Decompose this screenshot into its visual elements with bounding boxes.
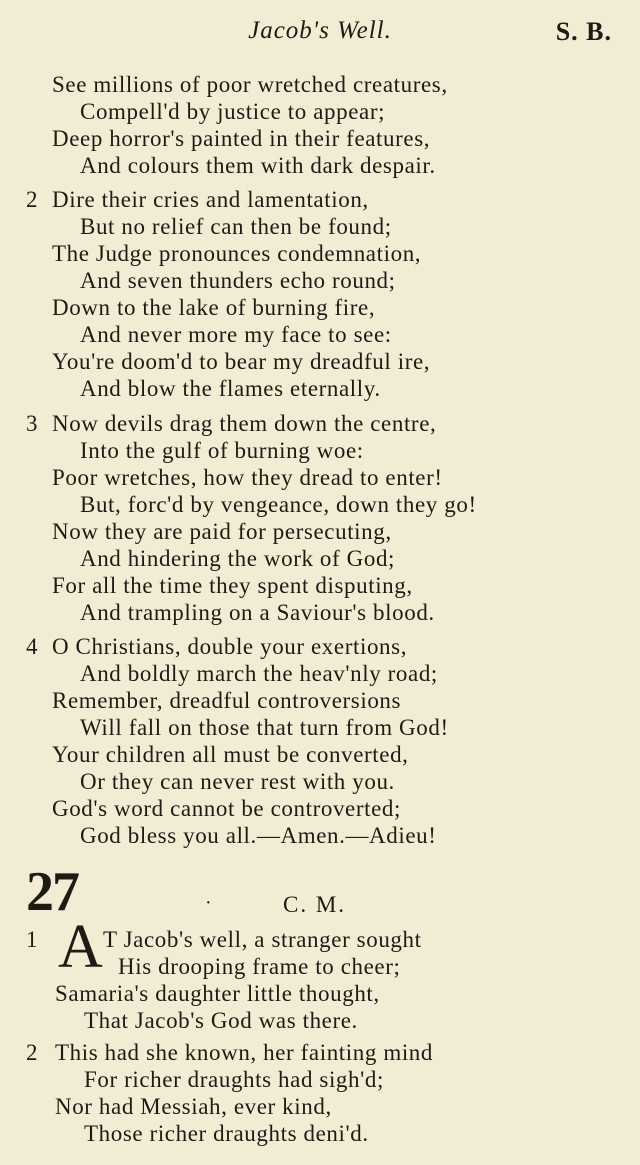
- stanza-number: 4: [26, 634, 38, 659]
- heading-separator: ·: [205, 892, 212, 914]
- verse-line: And colours them with dark despair.: [80, 153, 436, 178]
- verse-line: You're doom'd to bear my dreadful ire,: [52, 349, 431, 374]
- hymn-number: 27: [26, 861, 78, 923]
- verse-line: Your children all must be converted,: [52, 742, 409, 767]
- verse-line: This had she known, her fainting mind: [55, 1040, 434, 1065]
- verse-line: Will fall on those that turn from God!: [80, 715, 449, 740]
- stanza-number: 2: [26, 1040, 38, 1065]
- verse-line: And trampling on a Saviour's blood.: [80, 600, 435, 625]
- verse-line: Now devils drag them down the centre,: [52, 411, 437, 436]
- verse-line: That Jacob's God was there.: [84, 1008, 358, 1033]
- verse-line: Remember, dreadful controversions: [52, 688, 402, 713]
- running-title: Jacob's Well.: [248, 17, 392, 44]
- verse-line: Compell'd by justice to appear;: [80, 99, 386, 124]
- verse-line: Now they are paid for persecuting,: [52, 519, 392, 544]
- drop-cap: A: [58, 913, 103, 981]
- verse-line: Down to the lake of burning fire,: [52, 295, 376, 320]
- verse-line: For all the time they spent disputing,: [52, 573, 413, 598]
- verse-line: Those richer draughts deni'd.: [84, 1121, 369, 1146]
- verse-line: See millions of poor wretched creatures,: [52, 72, 448, 97]
- verse-line: Samaria's daughter little thought,: [55, 981, 380, 1006]
- verse-line: And seven thunders echo round;: [80, 268, 396, 293]
- verse-line: And never more my face to see:: [80, 322, 392, 347]
- section-mark: S. B.: [555, 17, 612, 46]
- verse-line: But no relief can then be found;: [80, 214, 392, 239]
- verse-line: The Judge pronounces condemnation,: [52, 241, 422, 266]
- hymn-meter: C. M.: [283, 892, 347, 917]
- stanza-number: 1: [26, 927, 38, 952]
- verse-line: O Christians, double your exertions,: [52, 634, 408, 659]
- verse-line: For richer draughts had sigh'd;: [84, 1067, 384, 1092]
- verse-line: T Jacob's well, a stranger sought: [103, 927, 422, 952]
- verse-line: Nor had Messiah, ever kind,: [55, 1094, 332, 1119]
- verse-line: His drooping frame to cheer;: [118, 954, 401, 979]
- verse-line: Dire their cries and lamentation,: [52, 187, 369, 212]
- verse-line: Poor wretches, how they dread to enter!: [52, 465, 443, 490]
- verse-line: Deep horror's painted in their features,: [52, 126, 431, 151]
- stanza-number: 2: [26, 187, 38, 212]
- verse-line: And boldly march the heav'nly road;: [80, 661, 438, 686]
- verse-line: Into the gulf of burning woe:: [80, 438, 364, 463]
- verse-line: And blow the flames eternally.: [80, 376, 381, 401]
- verse-line: God bless you all.—Amen.—Adieu!: [80, 823, 437, 848]
- verse-line: And hindering the work of God;: [80, 546, 396, 571]
- verse-line: Or they can never rest with you.: [80, 769, 395, 794]
- verse-line: But, forc'd by vengeance, down they go!: [80, 492, 477, 517]
- verse-line: God's word cannot be controverted;: [52, 796, 402, 821]
- stanza-number: 3: [26, 411, 38, 436]
